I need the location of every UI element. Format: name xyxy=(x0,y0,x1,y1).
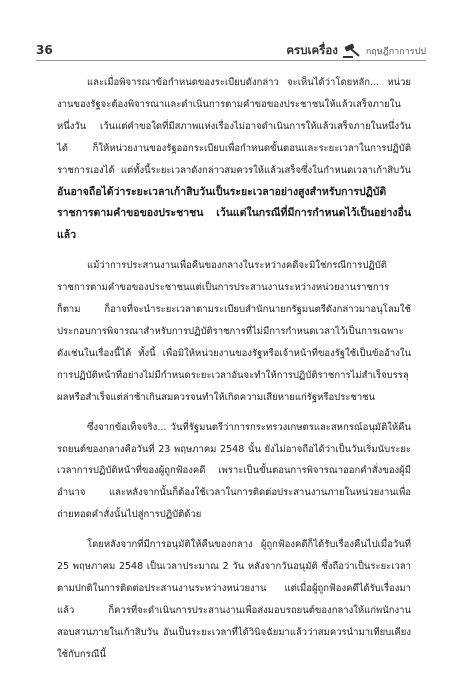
paragraph-text: และเมื่อพิจารณาข้อกำหนดของระเบียบดังกล่าว จะเห็นได้ว่าโดยหลัก... หน่วยงานของรัฐจะต้องพิจารณาและดำเนินการตามคำขอของประชาชนให้แล้วเสร็จภายในหนึ่งวัน เว้นแต่คำขอใดที่มีสภาพแห่งเรื่องไม่อาจดำเนินการให้แล้วเสร็จภายในหนึ่งวันได้ ก็ให้หน่วยงานของรัฐออกระเบียบเพื่อกำหนดขั้นตอนและระยะเวลาในการปฏิบัติราชการเองได้ แต่ทั้งนี้ระยะเวลาดังกล่าวสมควรให้แล้วเสร็จซึ่งในกำหนดเวลาเก้าสิบวัน xyxy=(57,77,411,176)
gavel-icon xyxy=(342,43,362,59)
brand-suffix: กฤษฎีกาการปป xyxy=(365,47,426,57)
paragraph-text: ซึ่งจากข้อเท็จจริง... วันที่รัฐมนตรีว่าการกระทรวงเกษตรและสหกรณ์อนุมัติให้คืนรถยนต์ของกลางคือวันที่ 23 พฤษภาคม 2548 นั้น ยังไม่อาจถือได้ว่าเป็นวันเริ่มนับระยะเวลาการปฏิบัติหน้าที่ของผู้ถูกฟ้องคดี เพราะเป็นขั้นตอนการพิจารณาออกคำสั่งของผู้มีอำนาจ และหลังจากนั้นก็ต้องใช้เวลาในการติดต่อประสานงานภายในหน่วยงานเพื่อถ่ายทอดคำสั่งนั้นไปสู่การปฏิบัติด้วย xyxy=(57,421,411,521)
paragraph-text: โดยหลังจากที่มีการอนุมัติให้คืนของกลาง ผู้ถูกฟ้องคดีก็ได้รับเรื่องคืนไปเมื่อวันที่ 25 พฤษภาคม 2548 เป็นเวลาประมาณ 2 วัน หลังจากวันอนุมัติ ซึ่งถือว่าเป็นระยะเวลาตามปกติในการติดต่อประสานงานระหว่างหน่วยงาน แต่เมื่อผู้ถูกฟ้องคดีได้รับเรื่องมาแล้ว ก็ควรที่จะดำเนินการประสานงานเพื่อส่งมอบรถยนต์ของกลางให้แก่พนักงานสอบสวนภายในเก้าสิบวัน อันเป็นระยะเวลาที่ได้วินิจฉัยมาแล้วว่าสมควรนำมาเทียบเคียงใช้กับกรณีนี้ xyxy=(57,539,411,660)
header-divider xyxy=(36,60,426,61)
brand-name: ครบเครื่อง xyxy=(286,43,338,57)
paragraph-text: แม้ว่าการประสานงานเพื่อคืนของกลางในระหว่างคดีจะมิใช่กรณีการปฏิบัติราชการตามคำขอของประชาชนแต่เป็นการประสานงานระหว่างหน่วยงานราชการก็ตาม ก็อาจที่จะนำระยะเวลาตามระเบียบสำนักนายกรัฐมนตรีดังกล่าวมาอนุโลมใช้ประกอบการพิจารณาสำหรับการปฏิบัติราชการที่ไม่มีการกำหนดเวลาไว้เป็นการเฉพาะดังเช่นในเรื่องนี้ได้ ทั้งนี้ เพื่อมิให้หน่วยงานของรัฐหรือเจ้าหน้าที่ของรัฐใช้เป็นข้ออ้างในการปฏิบัติหน้าที่อย่างไม่มีกำหนดระยะเวลาอันจะทำให้การปฏิบัติราชการไม่สำเร็จบรรลุผลหรือสำเร็จแต่ล่าช้าเกินสมควรจนทำให้เกิดความเสียหายแก่รัฐหรือประชาชน xyxy=(57,260,411,403)
page-number: 36 xyxy=(36,43,53,57)
paragraph xyxy=(57,72,411,247)
paragraph-emphasis: อันอาจถือได้ว่าระยะเวลาเก้าสิบวันเป็นระยะเวลาอย่างสูงสำหรับการปฏิบัติราชการตามคำขอของประชาชน เว้นแต่ในกรณีที่มีการกำหนดไว้เป็นอย่างอื่นแล้ว xyxy=(57,185,411,242)
paragraph xyxy=(57,534,411,665)
paragraph xyxy=(57,255,411,408)
paragraph xyxy=(57,417,411,527)
brand-logo xyxy=(286,42,426,60)
page-header xyxy=(36,40,426,62)
document-body xyxy=(57,72,411,674)
